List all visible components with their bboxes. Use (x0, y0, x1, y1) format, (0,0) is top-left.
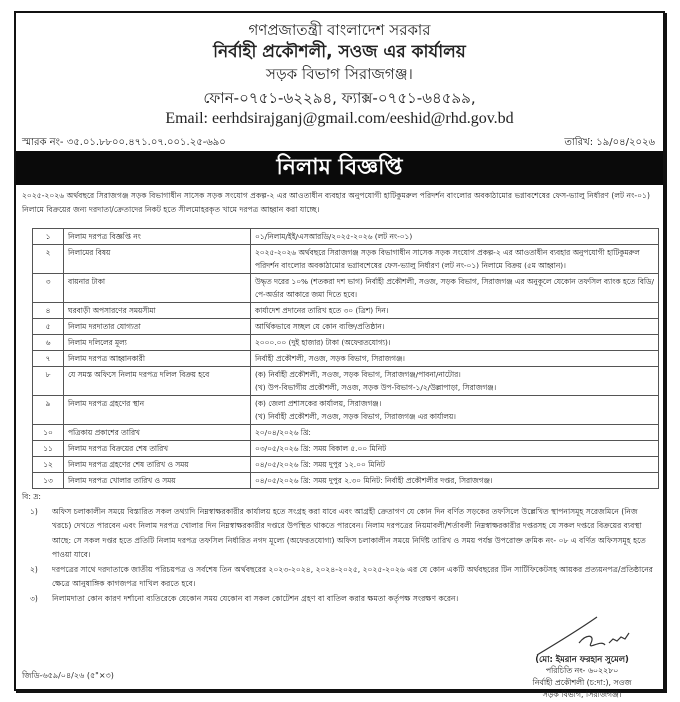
notice-document (14, 11, 665, 699)
note-number: ১) (30, 506, 38, 516)
cell-value (251, 473, 659, 489)
note-text: অফিস চলাকালীন সময়ে বিস্তারিত সকল তথ্যাদি নিম্নস্বাক্ষরকারীর কার্যালয় হতে সংগ্রহ করা যাবে এবং আগ্রহী ক্রেতাগণ যে কোন দিন বর্ণিত সড়কের তফসিলে উল্লেখিত স্থাপনাসমূহ সরেজমিনে (নিজ খরচে) দেখতে পারবেন এবং নিলাম দরপত্র খোলার দিন নিম্নস্বাক্ষরকারীর দপ্তরে উপস্থিত থাকতে পারবেন। নিলাম দরপত্রের নিয়মাবলী/শর্তাবলী নিম্নস্বাক্ষরকারীর দপ্তরসহ যে সকল দপ্তরে বিক্রয়ের ব্যবস্থা আছে: সে সকল দপ্তর হতে প্রতিটি নিলাম দরপত্র তফসিল নির্ধারিত নগদ মূল্যে (অফেরতযোগ্য) অফিস চলাকালীন সময়ে নির্দিষ্ট তারিখ ও সময় পর্যন্ত উপরোক্ত ক্রমিক নং- ০৮ এ বর্ণিত অফিসসমূহ হতে পাওয়া যাবে। (52, 506, 646, 559)
cell-value (251, 229, 659, 245)
cell-value-1: ০৪/০৫/২০২৬ খ্রি: সময় দুপুর ২.৩০ মিনিট: নির্বাহী প্রকৌশলীর দপ্তর, সিরাজগঞ্জ। (255, 476, 493, 485)
cell-value-1: আর্থিকভাবে সচ্ছল যে কোন ব্যক্তি/প্রতিষ্ঠান। (255, 322, 385, 331)
notes-section (22, 490, 655, 606)
govt-name: গণপ্রজাতন্ত্রী বাংলাদেশ সরকার (248, 21, 431, 39)
cell-value-1: ২০০০.০০ (দুই হাজার) টাকা (অফেরতযোগ্য)। (255, 338, 391, 347)
cell-value (251, 367, 659, 396)
cell-value (251, 351, 659, 367)
note-text: দরপত্রের সাথে দরদাতাকে জাতীয় পরিচয়পত্র ও সর্বশেষ তিন অর্থবছরের ২০২৩-২০২৪, ২০২৪-২০২৫, ২০২৫-২০২৬ এর যে কোন একটি অর্থবছরের টিন সার্টিফিকেটসহ আয়কর প্রত্যয়নপত্র/প্রতিষ্ঠানের ক্ষেত্রে আনুষাঙ্গিক কাগজপত্র দাখিল করতে হবে। (52, 564, 653, 588)
notes-heading: বি: দ্র: (22, 492, 41, 501)
notice-date: তারিখ: ১৯/০৪/২০২৬ (564, 137, 655, 148)
cell-value-2: (খ) উপ-বিভাগীয় প্রকৌশলী, সওজ, সড়ক উপ-বিভাগ-১/২/উল্লাপাড়া, সিরাজগঞ্জ। (255, 383, 497, 392)
table-row (33, 396, 659, 425)
cell-label: নিলামের বিষয় (64, 245, 251, 274)
signatory-id: পরিচিতি নং- ৬০২২৮০ (545, 666, 619, 675)
memo-number: স্মারক নং- ৩৫.০১.৮৮০০.৪৭১.০৭.০০১.২৫-৬৯০ (22, 137, 226, 148)
cell-serial: ১৩ (33, 473, 64, 489)
gd-number: জিডি-৬৫৯/০৪/২৬ (৫"×৩) (22, 671, 114, 680)
note-item (22, 592, 655, 607)
table-row (33, 457, 659, 473)
cell-value-1: (ক) নির্বাহী প্রকৌশলী, সওজ, সড়ক বিভাগ, সিরাজগঞ্জ/পাবনা/নাটোর। (255, 370, 461, 379)
cell-label: বায়নার টাকা (64, 274, 251, 303)
note-item (22, 563, 655, 592)
cell-serial: ১২ (33, 457, 64, 473)
cell-value-1: কার্যাদেশ প্রদানের তারিখ হতে ৩০ (ত্রিশ) দিন। (255, 306, 389, 315)
cell-value-1: ০১/নিলাম/ইই/এসআরডি/২০২৫-২০২৬ (লট নং-০১) (255, 232, 413, 241)
cell-label: নিলাম দরপত্র গ্রহণের শেষ তারিখ ও সময় (64, 457, 251, 473)
cell-serial: ১ (33, 229, 64, 245)
cell-label: নিলাম দরপত্র আহ্বানকারী (64, 351, 251, 367)
table-row (33, 441, 659, 457)
cell-serial: ৯ (33, 396, 64, 425)
cell-label: নিলাম দরদাতার যোগ্যতা (64, 319, 251, 335)
phone-fax: ফোন-০৭৫১-৬২২৯৪, ফ্যাক্স-০৭৫১-৬৪৫৯৯, (203, 89, 476, 107)
cell-label: নিলাম দরপত্র বিজ্ঞপ্তি নং (64, 229, 251, 245)
cell-value-1: ২০/০৪/২০২৬ খ্রি: (255, 428, 311, 437)
cell-serial: ৬ (33, 335, 64, 351)
table-row (33, 229, 659, 245)
note-number: ৩) (30, 593, 38, 603)
cell-value (251, 245, 659, 274)
cell-value (251, 303, 659, 319)
cell-value (251, 396, 659, 425)
cell-serial: ১১ (33, 441, 64, 457)
signatory-division: সড়ক বিভাগ, সিরাজগঞ্জ। (542, 690, 622, 699)
note-item (22, 505, 655, 563)
cell-label: পত্রিকায় প্রকাশের তারিখ (64, 425, 251, 441)
intro-paragraph: ২০২৫-২০২৬ অর্থবছরে সিরাজগঞ্জ সড়ক বিভাগাধীন সাসেক সড়ক সংযোগ প্রকল্প-২ এর আওতাধীন ব্যবহার অনুপযোগী হাটিকুমরুল পরিদর্শন বাংলোর অবকাঠামোর ভগ্নাবশেষের ফেস-ভ্যালু নির্ধারণ (লট নং-০১) নিলামে বিক্রয়ের জন্য দরদাতা/ক্রেতাদের নিকট হতে সীলমোহরকৃত খামে দরপত্র আহ্বান করা যাচ্ছে। (22, 191, 650, 214)
cell-label: ঘরবাড়ী অপসারণের সময়সীমা (64, 303, 251, 319)
email: Email: eerhdsirajganj@gmail.com/eeshid@rhd.gov.bd (165, 110, 514, 127)
signatory-designation: নির্বাহী প্রকৌশলী (চ:দা:), সওজ (532, 678, 632, 687)
cell-value (251, 274, 659, 303)
cell-serial: ৩ (33, 274, 64, 303)
note-text: নিলামদাতা কোন কারণ দর্শানো ব্যতিরেকে যেকোন সময় যেকোন বা সকল কোটেশন গ্রহণ বা বাতিল করার ক্ষমতা কর্তৃপক্ষ সংরক্ষণ করেন। (52, 593, 459, 603)
table-row (33, 245, 659, 274)
signatory-block (517, 653, 647, 701)
note-number: ২) (30, 564, 38, 574)
table-row (33, 367, 659, 396)
cell-value-1: ২০২৫-২০২৬ অর্থবছরে সিরাজগঞ্জ সড়ক বিভাগাধীন সাসেক সড়ক সংযোগ প্রকল্প-২ এর আওতাধীন ব্যবহার অনুপযোগী হাটিকুমরুল পরিদর্শন বাংলোর অবকাঠামোর ভগ্নাবশেষের ফেস-ভ্যালু নির্ধারণ (লট নং-০১) নিলামে বিক্রয় (৫ম আহ্বান)। (255, 248, 640, 270)
cell-value (251, 319, 659, 335)
cell-label: নিলাম দলিলের মূল্য (64, 335, 251, 351)
notice-title: নিলাম বিজ্ঞপ্তি (16, 151, 663, 185)
table-row (33, 303, 659, 319)
cell-label: যে সমস্ত অফিসে নিলাম দরপত্র দলিল বিক্রয় হবে (64, 367, 251, 396)
cell-serial: ১০ (33, 425, 64, 441)
cell-serial: ২ (33, 245, 64, 274)
table-row (33, 319, 659, 335)
signatory-name: (মো: ইমরান ফরহান সুমেল) (535, 654, 629, 664)
cell-value-2: (খ) নির্বাহী প্রকৌশলী, সওজ, সড়ক বিভাগ, সিরাজগঞ্জ এর কার্যালয়। (255, 412, 456, 421)
auction-details-table (32, 228, 659, 489)
cell-label: নিলাম দরপত্র গ্রহণের স্থান (64, 396, 251, 425)
cell-value (251, 441, 659, 457)
table-row (33, 351, 659, 367)
table-row (33, 274, 659, 303)
cell-serial: ৪ (33, 303, 64, 319)
division-name: সড়ক বিভাগ সিরাজগঞ্জ। (266, 65, 413, 83)
table-row (33, 473, 659, 489)
cell-serial: ৭ (33, 351, 64, 367)
cell-value-1: (ক) জেলা প্রশাসকের কার্যালয়, সিরাজগঞ্জ। (255, 399, 382, 408)
office-name: নির্বাহী প্রকৌশলী, সওজ এর কার্যালয় (213, 42, 466, 62)
cell-value (251, 457, 659, 473)
cell-label: নিলাম দরপত্র বিক্রয়ের শেষ তারিখ (64, 441, 251, 457)
cell-serial: ৮ (33, 367, 64, 396)
cell-value-1: ০৩/০৫/২০২৬ খ্রি: সময় বিকাল ৫.০০ মিনিট (255, 444, 387, 453)
table-row (33, 335, 659, 351)
cell-serial: ৫ (33, 319, 64, 335)
cell-value-1: ০৪/০৫/২০২৬ খ্রি: সময় দুপুর ১২.০০ মিনিট (255, 460, 385, 469)
cell-value-1: উদ্ধৃত দরের ১০% (শতকরা দশ ভাগ) নির্বাহী প্রকৌশলী, সওজ, সড়ক বিভাগ, সিরাজগঞ্জ এর অনুকূলে যেকোন তফসিল ব্যাংক হতে বিডি/পে-অর্ডার আকারে জমা দিতে হবে। (255, 277, 654, 299)
cell-value (251, 425, 659, 441)
cell-value-1: নির্বাহী প্রকৌশলী, সওজ, সড়ক বিভাগ, সিরাজগঞ্জ। (255, 354, 405, 363)
cell-value (251, 335, 659, 351)
table-row (33, 425, 659, 441)
cell-label: নিলাম দরপত্র খোলার তারিখ ও সময় (64, 473, 251, 489)
